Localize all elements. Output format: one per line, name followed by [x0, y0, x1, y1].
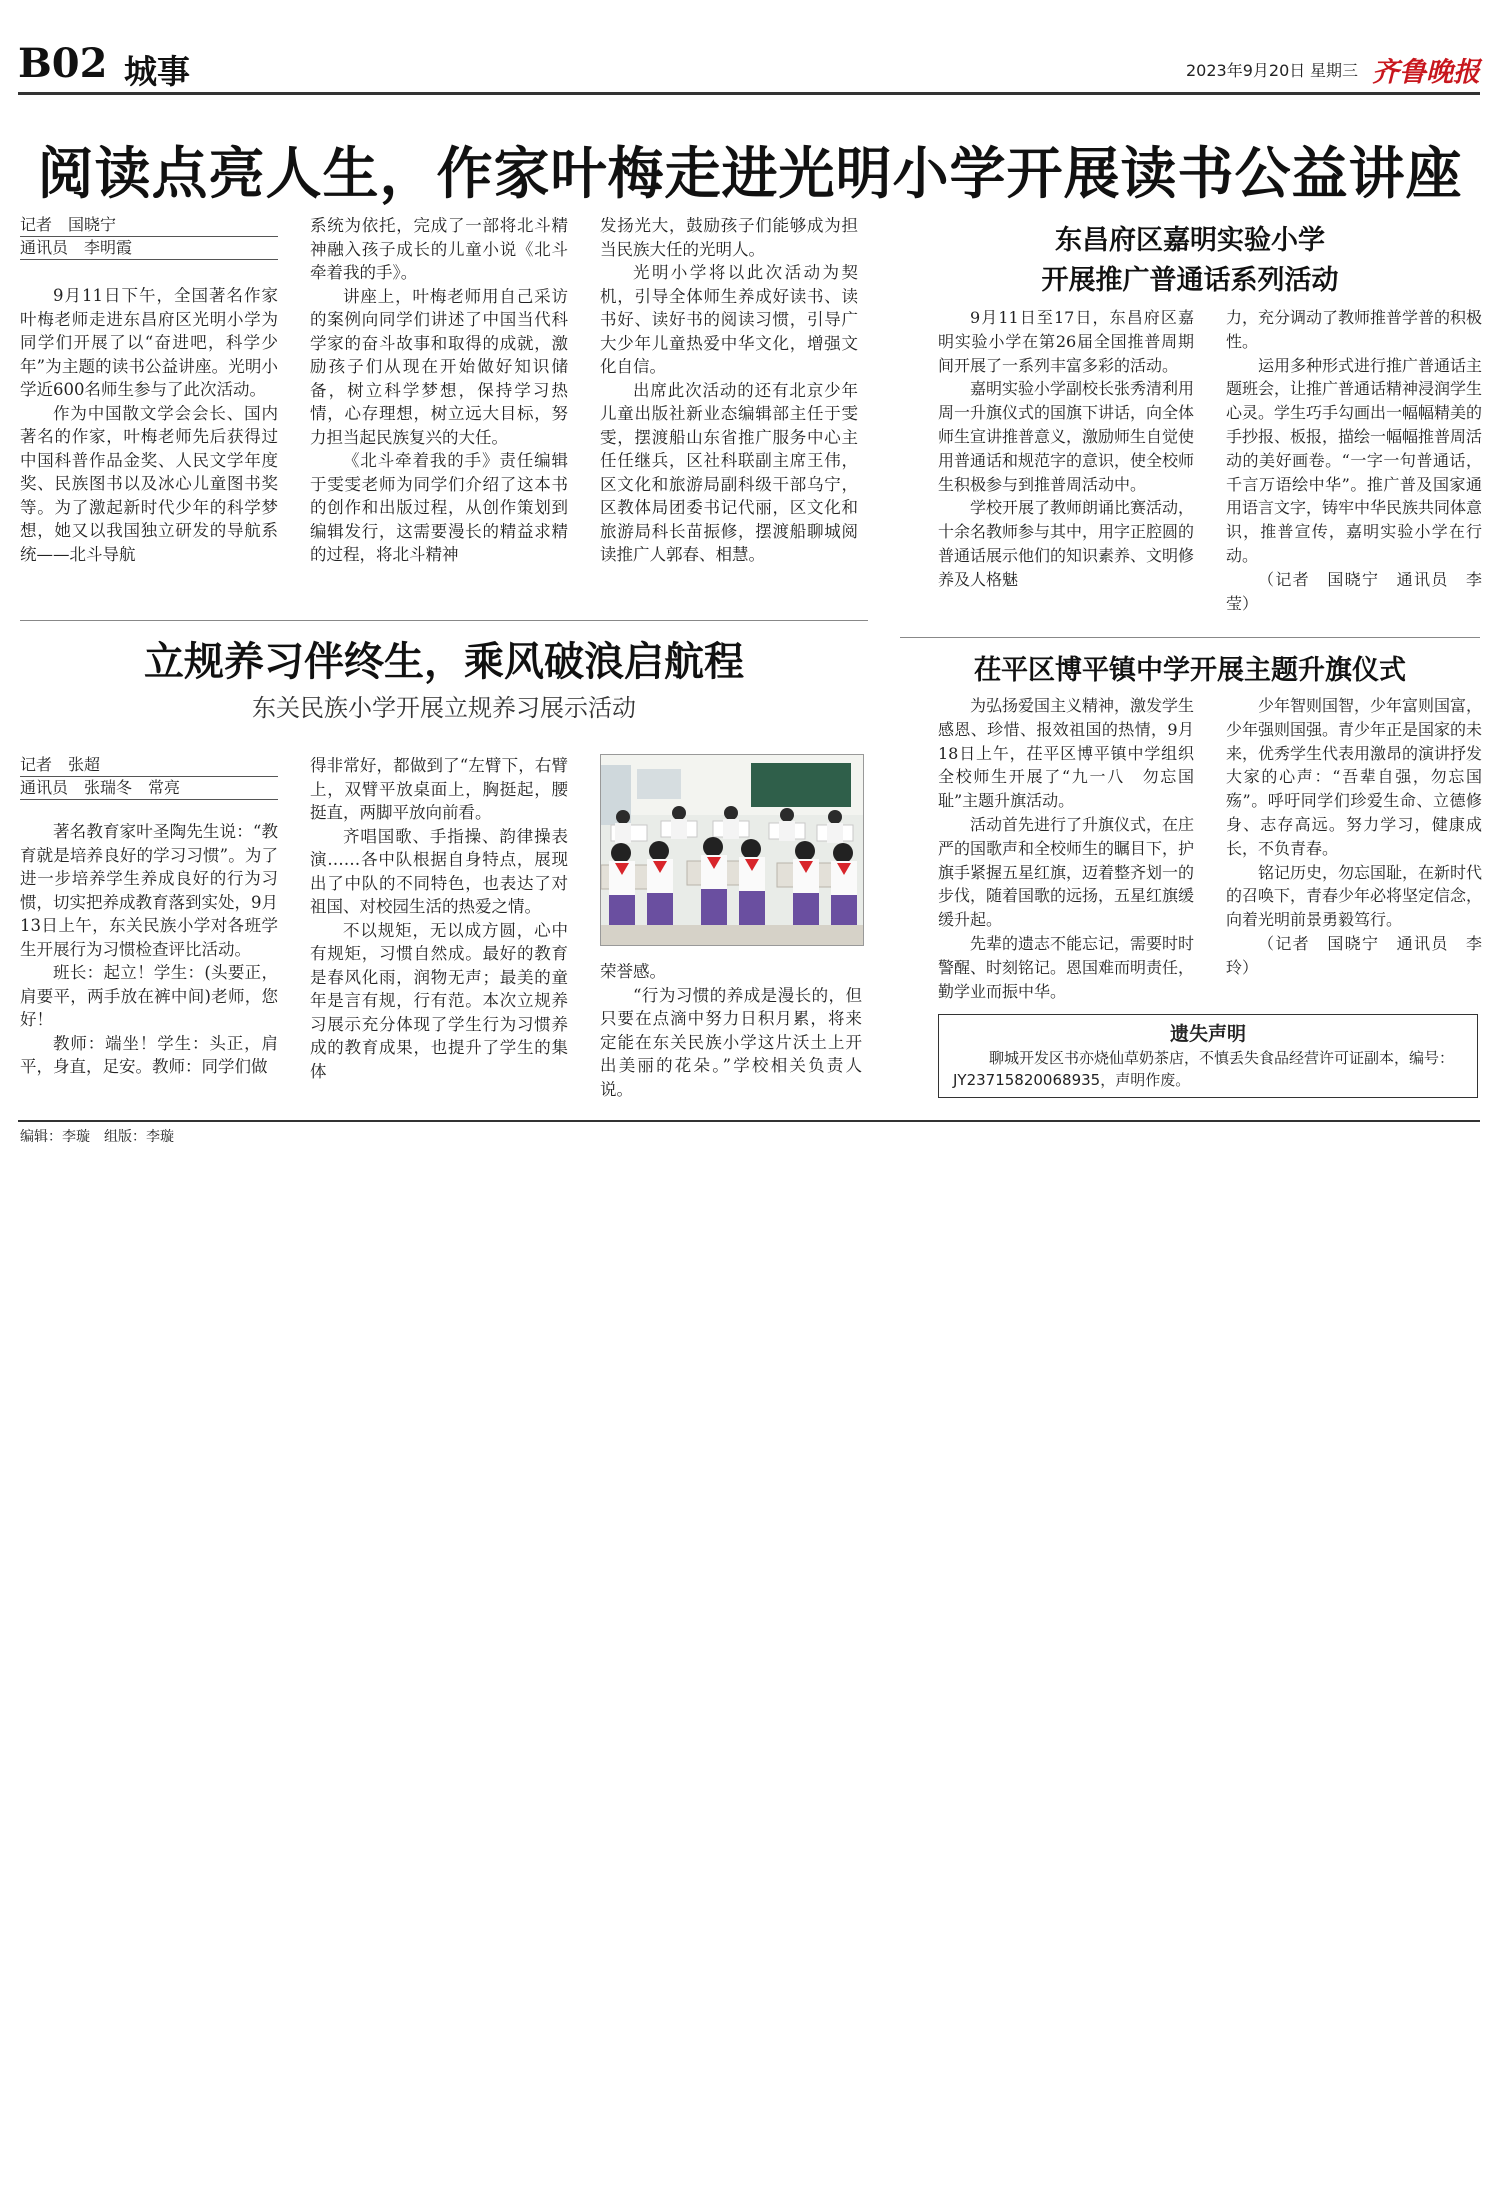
article4-column-2 — [1226, 694, 1482, 980]
paragraph: 铭记历史，勿忘国耻，在新时代的召唤下，青春少年必将坚定信念，向着光明前景勇毅笃行。 — [1226, 862, 1483, 930]
lost-notice-box — [938, 1014, 1478, 1098]
paragraph: 运用多种形式进行推广普通话主题班会，让推广普通话精神浸润学生心灵。学生巧手勾画出一幅幅精美的手抄报、板报，描绘一幅幅推普周活动的美好画卷。“一字一句普通话，千言万语绘中华”。推广普及国家通用语言文字，铸牢中华民族共同体意识，推普宣传，嘉明实验小学在行动。 — [1226, 355, 1483, 565]
paragraph: 力，充分调动了教师推普学普的积极性。 — [1226, 308, 1483, 351]
article1-column-1 — [20, 284, 278, 566]
section-name: 城事 — [124, 52, 190, 91]
paragraph: 得非常好，都做到了“左臂下，右臂上，双臂平放桌面上，胸挺起，腰挺直，两脚平放向前看。 — [310, 756, 568, 822]
masthead-logo: 齐鲁晚报 — [1372, 57, 1480, 88]
paragraph: 为弘扬爱国主义精神，激发学生感恩、珍惜、报效祖国的热情，9月18日上午，茌平区博平镇中学组织全校师生开展了“九一八 勿忘国耻”主题升旗活动。 — [938, 696, 1195, 811]
divider — [20, 620, 868, 621]
article1-column-2 — [310, 214, 568, 567]
paragraph: （记者 国晓宁 通讯员 李莹） — [1226, 569, 1482, 613]
header-rule — [18, 92, 1480, 95]
paragraph: （记者 国晓宁 通讯员 李玲） — [1226, 933, 1482, 977]
article3-subtitle: 东关民族小学开展立规养习展示活动 — [252, 694, 636, 722]
issue-weekday: 星期三 — [1310, 61, 1359, 80]
footer-credits: 编辑：李璇 组版：李璇 — [20, 1129, 174, 1145]
classroom-photo-illustration — [601, 755, 863, 945]
paragraph: 讲座上，叶梅老师用自己采访的案例向同学们讲述了中国当代科学家的奋斗故事和取得的成就，激励孩子们从现在开始做好知识储备，树立科学梦想，保持学习热情，心存理想，树立远大目标，努力担当起民族复兴的大任。 — [310, 286, 568, 447]
article1-byline — [20, 214, 278, 260]
article3-column-2 — [310, 754, 568, 1083]
paragraph: 不以规矩，无以成方圆，心中有规矩，习惯自然成。最好的教育是春风化雨，润物无声；最美的童年是言有规，行有范。本次立规养习展示充分体现了学生行为习惯养成的教育成果，也提升了学生的集体 — [310, 920, 568, 1081]
paragraph: 先辈的遗志不能忘记，需要时时警醒、时刻铭记。恩国难而明责任，勤学业而振中华。 — [938, 933, 1195, 1001]
paragraph: 荣誉感。 — [600, 962, 666, 981]
byline-correspondent: 通讯员 张瑞冬 常亮 — [20, 777, 278, 800]
paragraph: 学校开展了教师朗诵比赛活动，十余名教师参与其中，用字正腔圆的普通话展示他们的知识素养、文明修养及人格魅 — [938, 498, 1195, 589]
paragraph: 作为中国散文学会会长、国内著名的作家，叶梅老师先后获得过中国科普作品金奖、人民文学年度奖、民族图书以及冰心儿童图书奖等。为了激起新时代少年的科学梦想，她又以我国独立研发的导航系统——北斗导航 — [20, 403, 278, 564]
paragraph: 光明小学将以此次活动为契机，引导全体师生养成好读书、读书好、读好书的阅读习惯，引导广大少年儿童热爱中华文化，增强文化自信。 — [600, 263, 858, 376]
article3-headline: 立规养习伴终生，乘风破浪启航程 — [144, 638, 744, 685]
paragraph: 系统为依托，完成了一部将北斗精神融入孩子成长的儿童小说《北斗牵着我的手》。 — [310, 216, 568, 282]
article2-headline-line2: 开展推广普通话系列活动 — [1041, 265, 1339, 296]
divider — [900, 637, 1480, 638]
paragraph: 嘉明实验小学副校长张秀清利用周一升旗仪式的国旗下讲话，向全体师生宣讲推普意义，激励师生自觉使用普通话和规范字的意识，使全校师生积极参与到推普周活动中。 — [938, 379, 1195, 494]
lost-notice-title: 遗失声明 — [1169, 1023, 1246, 1045]
byline-correspondent: 通讯员 李明霞 — [20, 237, 278, 260]
paragraph: “行为习惯的养成是漫长的，但只要在点滴中努力日积月累，将来定能在东关民族小学这片沃土上开出美丽的花朵。”学校相关负责人说。 — [600, 985, 862, 1099]
issue-date: 2023年9月20日 — [1186, 61, 1306, 80]
paragraph: 出席此次活动的还有北京少年儿童出版社新业态编辑部主任于雯雯，摆渡船山东省推广服务中心主任任继兵，区社科联副主席王伟，区文化和旅游局副科级干部乌宁，区教体局团委书记代丽，区文化和旅游局科长苗振修，摆渡船聊城阅读推广人郭春、相慧。 — [600, 380, 858, 564]
paragraph: 少年智则国智，少年富则国富，少年强则国强。青少年正是国家的未来，优秀学生代表用激昂的演讲抒发大家的心声：“吾辈自强，勿忘国殇”。呼吁同学们珍爱生命、立德修身、志存高远。努力学习，健康成长，不负青春。 — [1226, 696, 1483, 858]
lost-notice-text: 聊城开发区书亦烧仙草奶茶店，不慎丢失食品经营许可证副本，编号：JY23715820068935，声明作废。 — [953, 1049, 1455, 1089]
article1-headline: 阅读点亮人生，作家叶梅走进光明小学开展读书公益讲座 — [37, 141, 1463, 207]
paragraph: 发扬光大，鼓励孩子们能够成为担当民族大任的光明人。 — [600, 216, 858, 259]
footer-rule — [18, 1120, 1480, 1122]
article2-column-1 — [938, 306, 1194, 592]
article4-column-1 — [938, 694, 1194, 1003]
paragraph: 教师：端坐！学生：头正，肩平，身直，足安。教师：同学们做 — [20, 1033, 278, 1076]
paragraph: 9月11日下午，全国著名作家叶梅老师走进东昌府区光明小学为同学们开展了以“奋进吧，科学少年”为主题的读书公益讲座。光明小学近600名师生参与了此次活动。 — [20, 286, 278, 399]
paragraph: 《北斗牵着我的手》责任编辑于雯雯老师为同学们介绍了这本书的创作和出版过程，从创作策划到编辑发行，这需要漫长的精益求精的过程，将北斗精神 — [310, 451, 568, 564]
article2-column-2 — [1226, 306, 1482, 615]
article1-column-3 — [600, 214, 858, 567]
article3-byline — [20, 754, 278, 800]
byline-reporter: 记者 张超 — [20, 754, 278, 777]
article4-headline: 茌平区博平镇中学开展主题升旗仪式 — [974, 655, 1406, 686]
page-code: B02 — [18, 40, 108, 87]
paragraph: 班长：起立！学生：(头要正，肩要平，两手放在裤中间)老师，您好！ — [20, 963, 278, 1029]
paragraph: 9月11日至17日，东昌府区嘉明实验小学在第26届全国推普周期间开展了一系列丰富多彩的活动。 — [938, 308, 1194, 375]
article3-column-3 — [600, 960, 862, 1101]
article3-column-1 — [20, 820, 278, 1079]
byline-reporter: 记者 国晓宁 — [20, 214, 278, 237]
article2-headline-line1: 东昌府区嘉明实验小学 — [1055, 225, 1325, 256]
paragraph: 著名教育家叶圣陶先生说：“教育就是培养良好的学习习惯”。为了进一步培养学生养成良好的行为习惯，切实把养成教育落到实处，9月13日上午，东关民族小学对各班学生开展行为习惯检查评比活动。 — [20, 822, 278, 959]
paragraph: 齐唱国歌、手指操、韵律操表演……各中队根据自身特点，展现出了中队的不同特色，也表达了对祖国、对校园生活的热爱之情。 — [310, 826, 568, 916]
paragraph: 活动首先进行了升旗仪式，在庄严的国歌声和全校师生的瞩目下，护旗手紧握五星红旗，迈着整齐划一的步伐，随着国歌的远扬，五星红旗缓缓升起。 — [938, 814, 1195, 930]
classroom-photo — [600, 754, 864, 946]
